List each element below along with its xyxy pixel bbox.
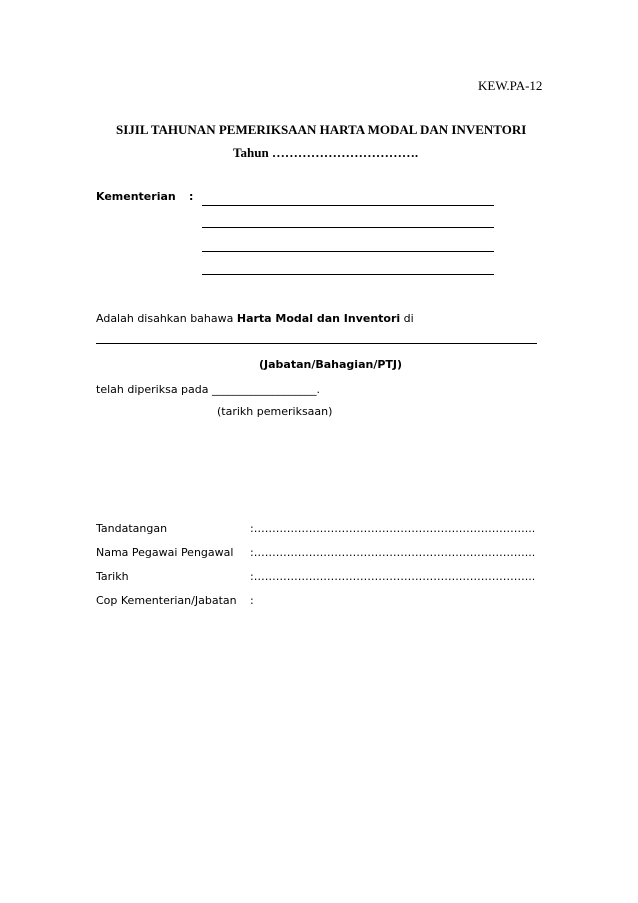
certification-intro: [96, 312, 414, 325]
year-line[interactable]: Tahun …………………………….: [233, 145, 419, 160]
ministry-line-2[interactable]: [202, 227, 494, 228]
date-caption: (tarikh pemeriksaan): [217, 405, 333, 418]
signature-label: Tandatangan: [96, 522, 168, 535]
ministry-colon: :: [189, 190, 194, 203]
examined-prefix: telah diperiksa pada: [96, 383, 209, 396]
form-code: KEW.PA-12: [478, 78, 543, 93]
ministry-line-3[interactable]: [202, 251, 494, 252]
ministry-label: Kementerian: [96, 190, 176, 203]
unit-line[interactable]: [96, 343, 537, 344]
unit-caption: (Jabatan/Bahagian/PTJ): [259, 358, 403, 371]
ministry-line-4[interactable]: [202, 274, 494, 275]
document-title: SIJIL TAHUNAN PEMERIKSAAN HARTA MODAL DAN INVENTORI: [116, 122, 527, 137]
officer-name-field[interactable]: :……………….……………………………….………………...: [250, 546, 536, 559]
stamp-label: Cop Kementerian/Jabatan: [96, 594, 237, 607]
officer-name-label: Nama Pegawai Pengawal: [96, 546, 234, 559]
date-field[interactable]: :……………….……………………………….………………...: [250, 570, 536, 583]
stamp-field[interactable]: :: [250, 594, 254, 607]
examined-line: [96, 383, 320, 396]
intro-text-bold: Harta Modal dan Inventori: [236, 312, 401, 325]
examined-date-blank[interactable]: ___________________.: [212, 383, 320, 396]
date-label: Tarikh: [96, 570, 129, 583]
ministry-line-1[interactable]: [202, 205, 494, 206]
intro-text-before: Adalah disahkan bahawa: [96, 312, 237, 325]
signature-field[interactable]: :……………….……………………………….………………...: [250, 522, 536, 535]
intro-text-after: di: [400, 312, 414, 325]
